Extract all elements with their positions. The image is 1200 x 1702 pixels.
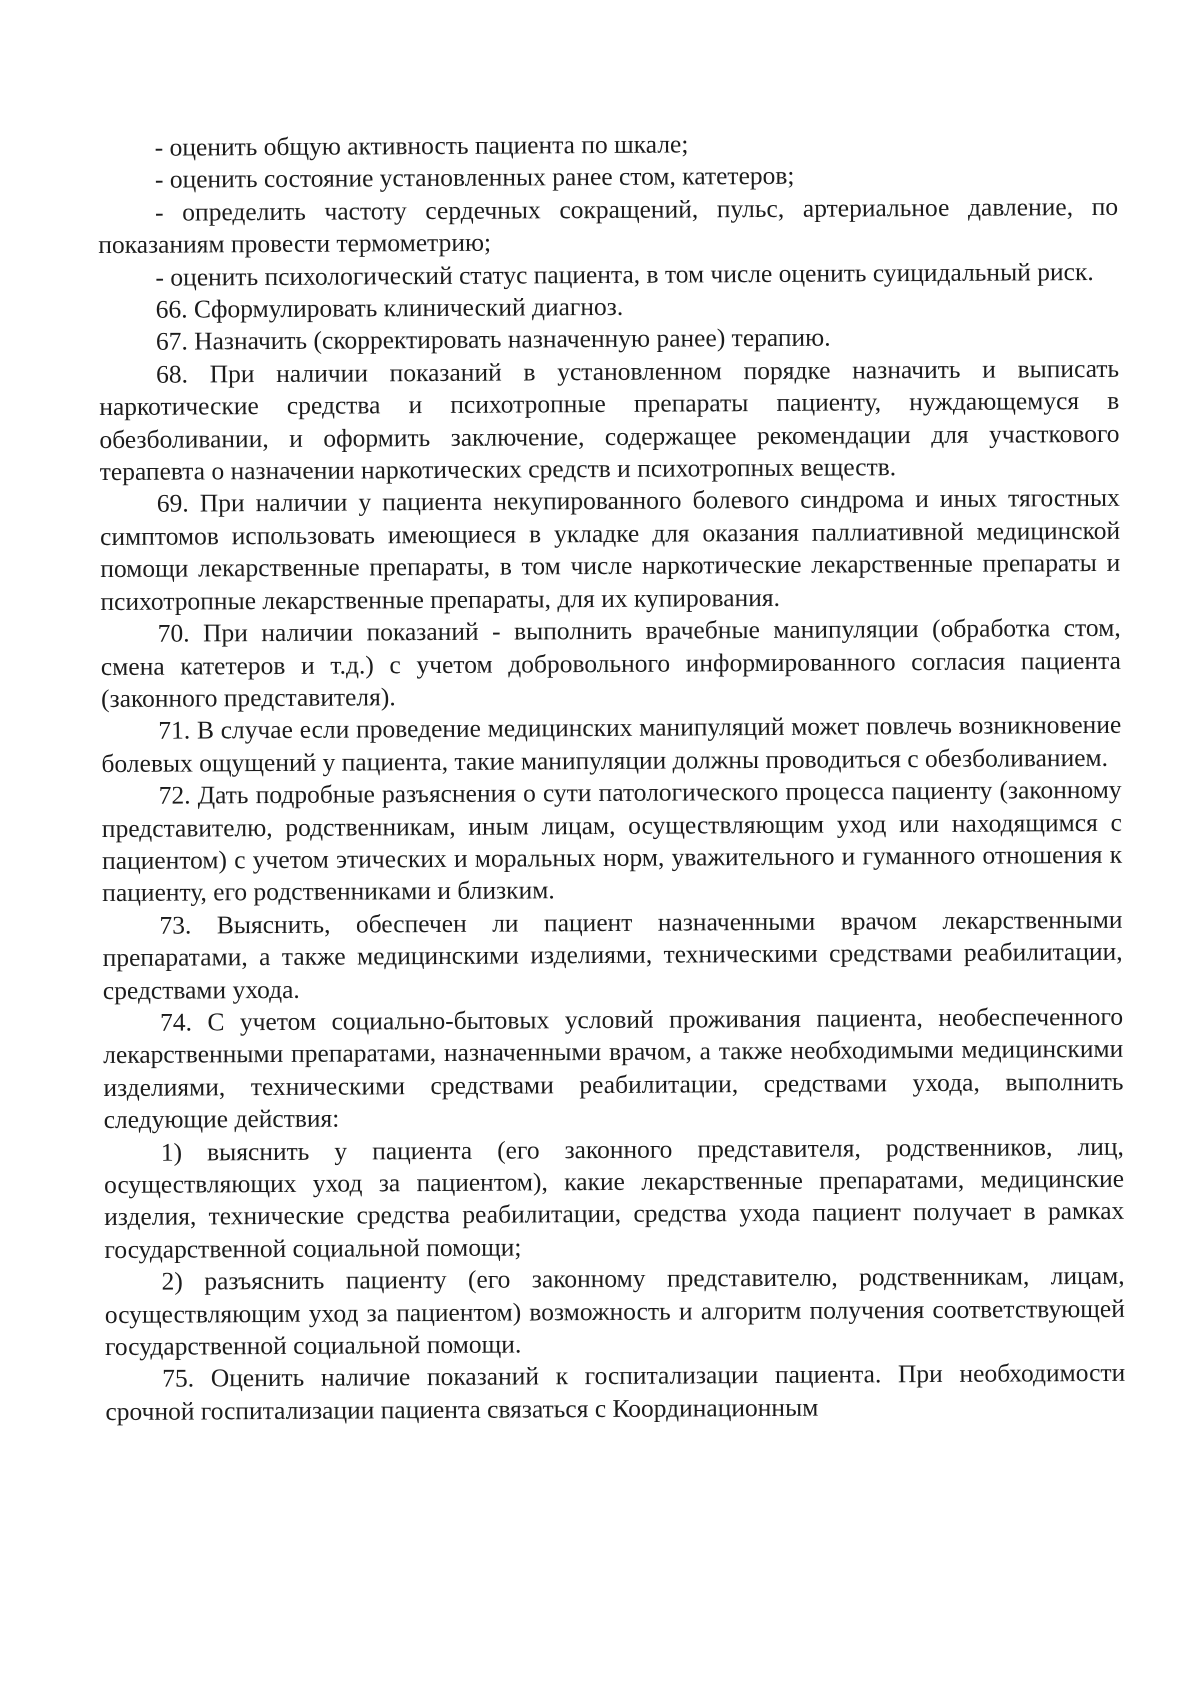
paragraph-74: 74. С учетом социально-бытовых условий проживания пациента, необеспеченного лекарственными препаратами, назначенными врачом, а также необходимыми медицинскими изделиями, техническими средствами реабилитации, средствами ухода, выполнить следующие действия:	[103, 1001, 1124, 1135]
paragraph-assess-stoma: - оценить состояние установленных ранее стом, катетеров;	[154, 161, 795, 195]
paragraph-72: 72. Дать подробные разъяснения о сути патологического процесса пациенту (законному представителю, родственникам, иным лицам, осуществляющим уход или находящимся с пациентом) с учетом этических и моральных норм, уважительного и гуманного отношения к пациенту, его родственниками и близким.	[101, 774, 1123, 908]
paragraph-71: 71. В случае если проведение медицинских манипуляций может повлечь возникновение болевых ощущений у пациента, такие манипуляции должны проводиться с обезболиванием.	[101, 710, 1122, 778]
paragraph-74-item-2: 2) разъяснить пациенту (его законному представителю, родственникам, лицам, осуществляющим уход за пациентом) возможность и алгоритм получения соответствующей государственной социальной помощи.	[104, 1261, 1125, 1362]
paragraph-68: 68. При наличии показаний в установленном порядке назначить и выписать наркотические средства и психотропные препараты пациенту, нуждающемуся в обезболивании, и оформить заключение, содержащее рекомендации для участкового терапевта о назначении наркотических средств и психотропных веществ.	[99, 353, 1120, 487]
paragraph-psych-status: - оценить психологический статус пациента, в том числе оценить суицидальный риск.	[155, 256, 1094, 292]
paragraph-75: 75. Оценить наличие показаний к госпитализации пациента. При необходимости срочной госпитализации пациента связаться с Координационным	[105, 1358, 1126, 1426]
paragraph-70: 70. При наличии показаний - выполнить врачебные манипуляции (обработка стом, смена катетеров и т.д.) с учетом добровольного информированного согласия пациента (законного представителя).	[100, 612, 1121, 713]
paragraph-66: 66. Сформулировать клинический диагноз.	[155, 291, 624, 324]
paragraph-67: 67. Назначить (скорректировать назначенную ранее) терапию.	[155, 323, 831, 357]
paragraph-73: 73. Выяснить, обеспечен ли пациент назначенными врачом лекарственными препаратами, а также медицинскими изделиями, техническими средствами реабилитации, средствами ухода.	[102, 904, 1123, 1005]
paragraph-heart-rate: - определить частоту сердечных сокращений, пульс, артериальное давление, по показаниям провести термометрию;	[98, 191, 1119, 260]
paragraph-assess-activity: - оценить общую активность пациента по шкале;	[154, 129, 689, 162]
paragraph-69: 69. При наличии у пациента некупированного болевого синдрома и иных тягостных симптомов использовать имеющиеся в укладке для оказания паллиативной медицинской помощи лекарственные препараты, в том числе наркотические лекарственные препараты и психотропные лекарственные препараты, для их купирования.	[99, 483, 1121, 616]
paragraph-74-item-1: 1) выяснить у пациента (его законного представителя, родственников, лиц, осуществляющих уход за пациентом), какие лекарственные препаратами, медицинские изделия, технические средства реабилитации, средства ухода пациент получает в рамках государственной социальной помощи;	[103, 1131, 1125, 1264]
document-body	[98, 126, 1126, 1428]
